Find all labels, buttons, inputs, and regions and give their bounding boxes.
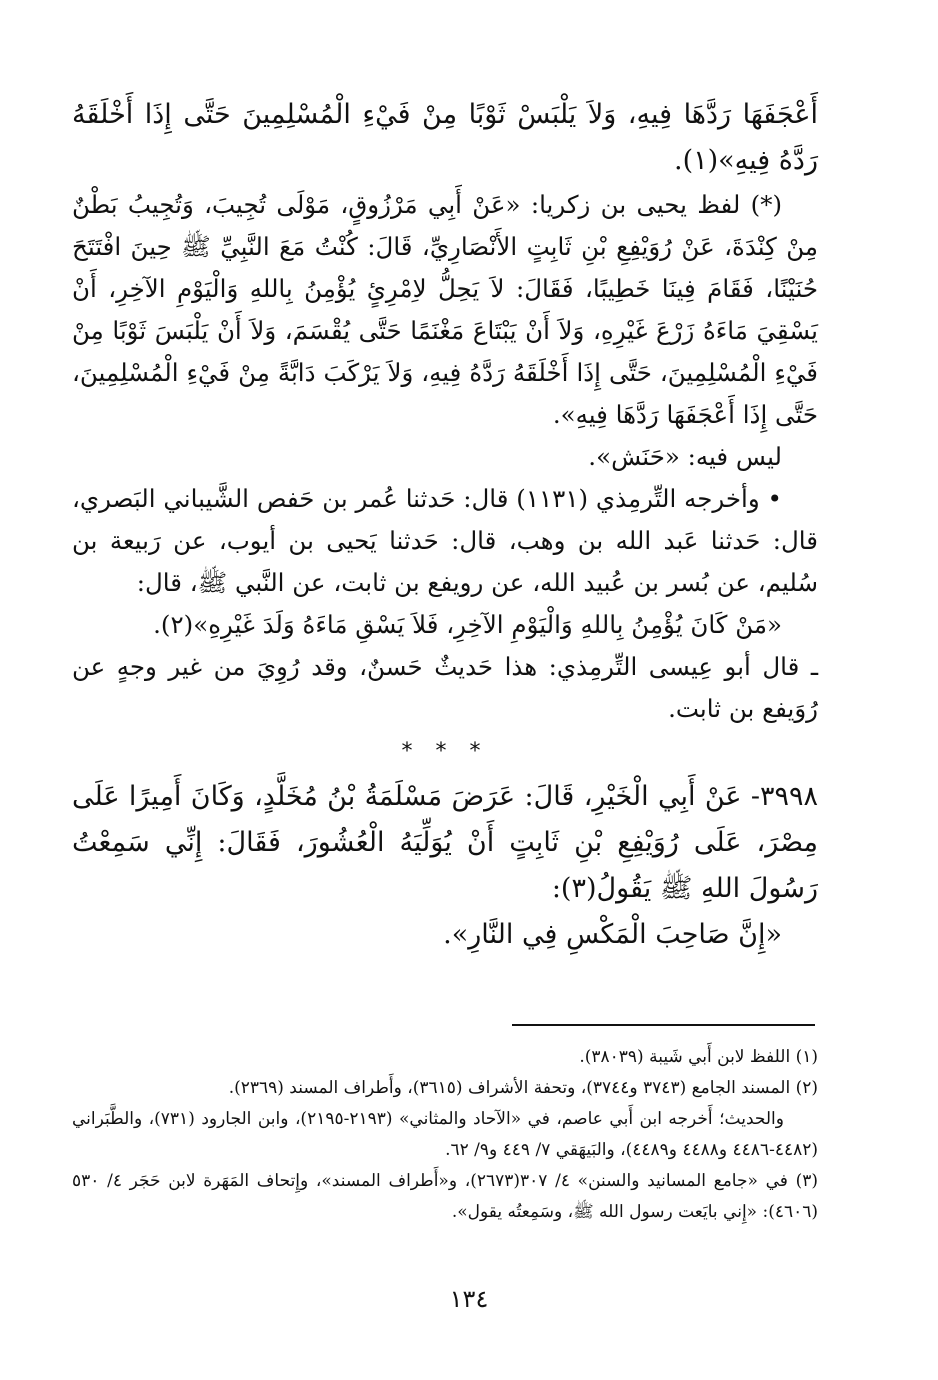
footnote-divider [512,1024,815,1026]
paragraph-hadith-quote: «مَنْ كَانَ يُؤْمِنُ بِاللهِ وَالْيَوْمِ الآخِرِ، فَلاَ يَسْقِ مَاءَهُ وَلَدَ غَيْرِهِ»(٢). [153,610,782,639]
footnote-2-continued: والحديث؛ أَخرجه ابن أَبي عاصم، في «الآحاد والمثاني» (٢١٩٣-٢١٩٥)، وابن الجارود (٧٣١)، والطَّبَراني (٤٤٨٢-٤٤٨٦ و٤٤٨٨ و٤٤٨٩)، والبَيهَقي ٧/ ٤٤٩ و٩/ ٦٢. [72,1109,818,1160]
paragraph-tirmidhi-grading: ـ قال أبو عِيسى التِّرمِذي: هذا حَديثٌ حَسنٌ، وقد رُوِيَ من غير وجهٍ عن رُوَيفع بن ثابت. [72,652,818,723]
footnote-1: (١) اللفظ لابن أَبي شَيبة (٣٨٠٣٩). [579,1047,818,1067]
paragraph-hadith-3998: ٣٩٩٨- عَنْ أَبِي الْخَيْرِ، قَالَ: عَرَضَ مَسْلَمَةُ بْنُ مُخَلَّدٍ، وَكَانَ أَمِيرًا عَلَى مِصْرَ، عَلَى رُوَيْفِعِ بْنِ ثَابِتٍ أَنْ يُوَلِّيَهُ الْعُشُورَ، فَقَالَ: إِنِّي سَمِعْتُ رَسُولَ اللهِ ﷺ يَقُولُ(٣): [72,781,818,904]
footnote-2: (٢) المسند الجامع (٣٧٤٣ و٣٧٤٤)، وتحفة الأشراف (٣٦١٥)، وأَطراف المسند (٢٣٦٩). [228,1078,818,1098]
paragraph-note: ليس فيه: «حَنَش». [588,442,782,471]
page-number: ١٣٤ [449,1285,489,1313]
main-text [72,92,818,958]
footnote-3: (٣) في «جامع المسانيد والسنن» ٤/ ٣٠٧(٢٦٧٣)، و«أَطراف المسند»، وإِتحاف المَهَرة لابن حَجَر ٤/ ٥٣٠ (٤٦٠٦): «إِني بايَعت رسول الله ﷺ، وسَمِعتُه يقول». [72,1171,818,1222]
paragraph-hadith-end: أَعْجَفَهَا رَدَّهَا فِيهِ، وَلاَ يَلْبَسْ ثَوْبًا مِنْ فَيْءِ الْمُسْلِمِينَ حَتَّى إِذَا أَخْلَقَهُ رَدَّهُ فِيهِ»(١). [72,99,818,176]
paragraph-variant-wording: (*) لفظ يحيى بن زكريا: «عَنْ أَبِي مَرْزُوقٍ، مَوْلَى تُجِيبَ، وَتُجِيبُ بَطْنٌ مِنْ كِنْدَةَ، عَنْ رُوَيْفِعِ بْنِ ثَابِتٍ الأَنْصَارِيِّ، قَالَ: كُنْتُ مَعَ النَّبِيِّ ﷺ حِينَ افْتَتَحَ حُنَيْنًا، فَقَامَ فِينَا خَطِيبًا، فَقَالَ: لاَ يَحِلُّ لاِمْرِئٍ يُؤْمِنُ بِاللهِ وَالْيَوْمِ الآخِرِ، أَنْ يَسْقِيَ مَاءَهُ زَرْعَ غَيْرِهِ، وَلاَ أَنْ يَبْتَاعَ مَغْنَمًا حَتَّى يُقْسَمَ، وَلاَ أَنْ يَلْبَسَ ثَوْبًا مِنْ فَيْءِ الْمُسْلِمِينَ، حَتَّى إِذَا أَخْلَقَهُ رَدَّهُ فِيهِ، وَلاَ يَرْكَبَ دَابَّةً مِنْ فَيْءِ الْمُسْلِمِينَ، حَتَّى إِذَا أَعْجَفَهَا رَدَّهَا فِيهِ». [72,190,818,429]
paragraph-tirmidhi-chain: • وأخرجه التِّرمِذي (١١٣١) قال: حَدثنا عُمر بن حَفص الشَّيباني البَصري، قال: حَدثنا عَبد الله بن وهب، قال: حَدثنا يَحيى بن أيوب، عن رَبيعة بن سُليم، عن بُسر بن عُبيد الله، عن رويفع بن ثابت، عن النَّبي ﷺ، قال: [72,484,818,597]
footnotes [72,1042,818,1228]
paragraph-hadith-3998-quote: «إِنَّ صَاحِبَ الْمَكْسِ فِي النَّارِ». [443,919,782,950]
section-separator-stars: * * * [401,739,489,764]
